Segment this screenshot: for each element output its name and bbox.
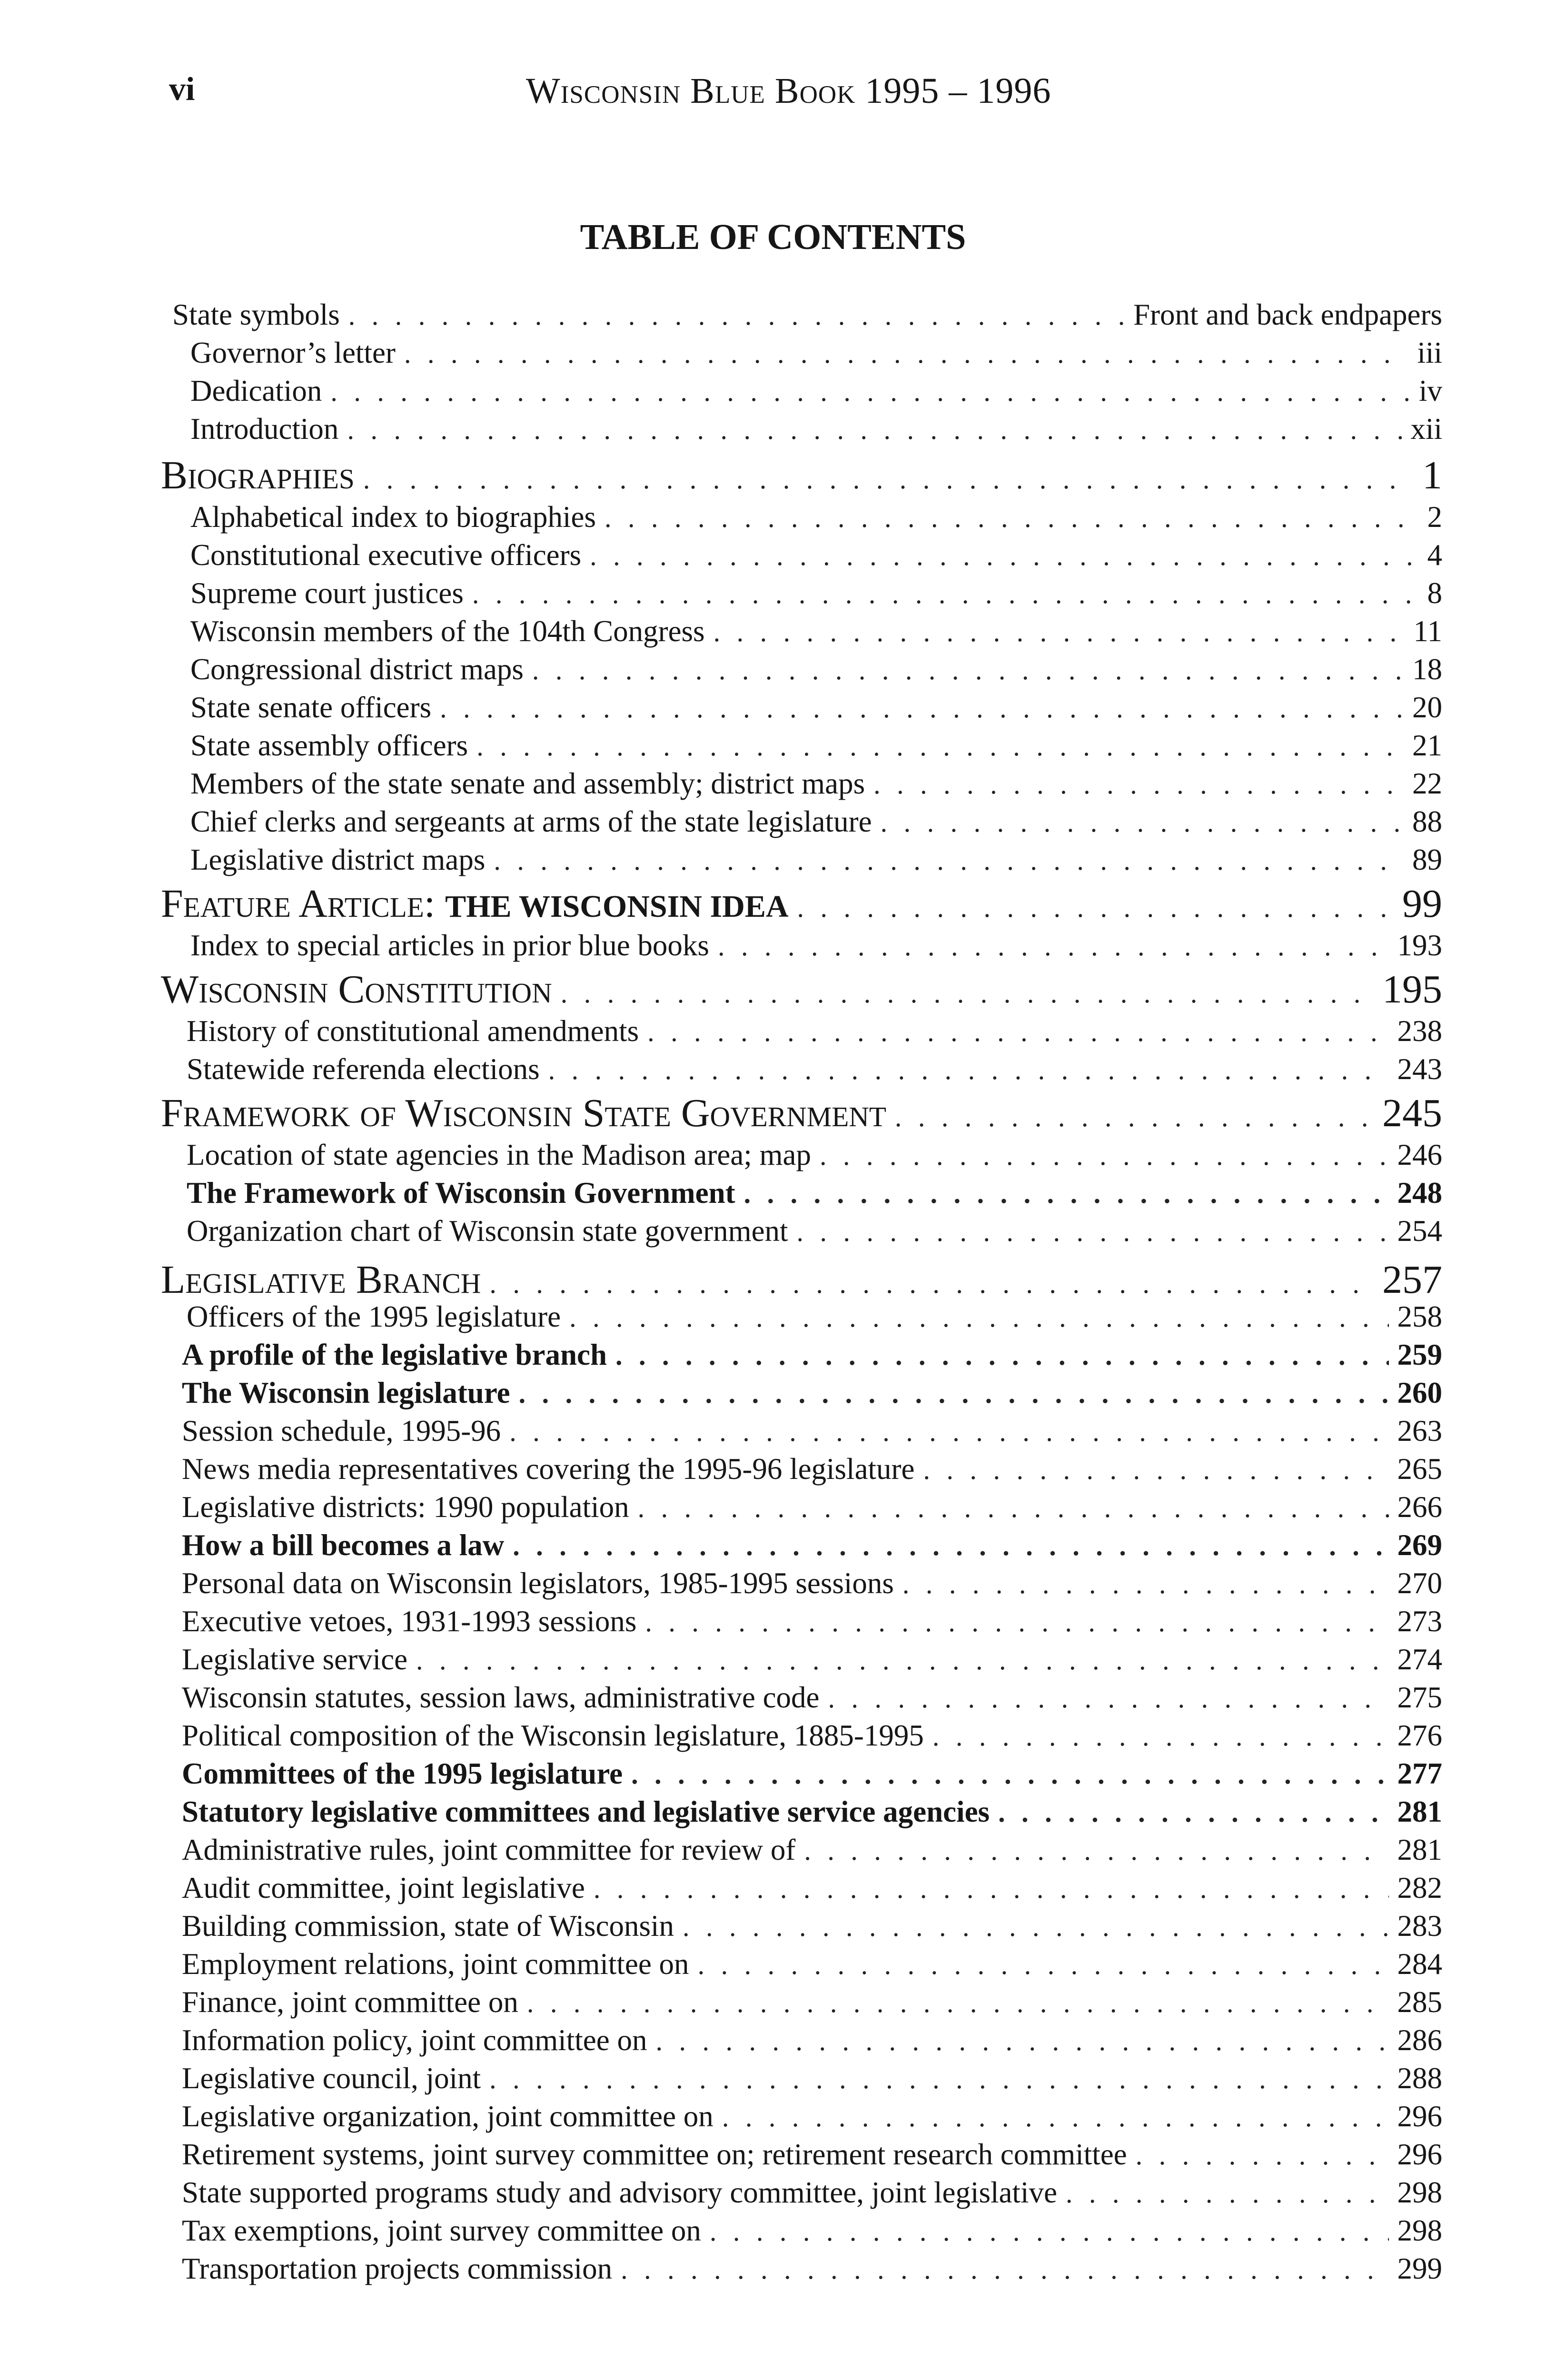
toc-page-number: 195 — [1382, 967, 1442, 1007]
toc-entry-label — [187, 1052, 540, 1087]
toc-section-row — [161, 966, 1442, 1007]
dot-leader — [645, 1606, 1388, 1638]
dot-leader — [532, 654, 1404, 686]
toc-title: TABLE OF CONTENTS — [580, 217, 966, 257]
toc-page-number: 246 — [1397, 1138, 1442, 1171]
toc-entry-label — [182, 1909, 674, 1944]
toc-entry-label — [182, 1718, 924, 1753]
toc-entry-label — [182, 1795, 990, 1829]
toc-entry-label — [182, 1376, 510, 1410]
toc-entry-row — [190, 576, 1442, 617]
toc-entry-label — [190, 652, 524, 687]
toc-entry-title: Constitutional executive officers — [190, 538, 582, 572]
toc-entry-row — [190, 336, 1442, 377]
dot-leader — [1066, 2177, 1389, 2209]
toc-entry-row — [190, 690, 1442, 731]
toc-page-number: 282 — [1397, 1871, 1442, 1904]
dot-leader — [722, 2101, 1389, 2133]
toc-page-number: 260 — [1397, 1376, 1442, 1409]
dot-leader — [744, 1178, 1389, 1210]
toc-entry-label — [187, 1014, 639, 1049]
toc-entry-title: Session schedule, 1995-96 — [182, 1414, 501, 1448]
toc-entry-row — [182, 1795, 1442, 1835]
toc-entry-label — [172, 298, 340, 332]
toc-entry-title: Audit committee, joint legislative — [182, 1871, 585, 1904]
dot-leader — [797, 892, 1394, 922]
toc-entry-label — [190, 576, 464, 611]
toc-entry-label — [161, 1090, 886, 1131]
toc-entry-title: The Framework of Wisconsin Government — [187, 1176, 735, 1210]
dot-leader — [1136, 2139, 1389, 2171]
toc-page-number: 245 — [1382, 1091, 1442, 1131]
toc-entry-label — [182, 1871, 585, 1905]
toc-entry-title: Organization chart of Wisconsin state government — [187, 1214, 788, 1248]
toc-entry-title: Committees of the 1995 legislature — [182, 1757, 623, 1790]
toc-page-number: 254 — [1397, 1214, 1442, 1248]
toc-entry-row — [182, 2137, 1442, 2178]
dot-leader — [519, 1378, 1389, 1409]
toc-page-number: 266 — [1397, 1490, 1442, 1524]
dot-leader — [472, 578, 1419, 610]
toc-entry-label — [187, 1299, 561, 1334]
toc-entry-row — [182, 2213, 1442, 2254]
dot-leader — [718, 930, 1389, 962]
toc-page-number: 284 — [1397, 1947, 1442, 1981]
toc-entry-row — [187, 1052, 1442, 1093]
dot-leader — [513, 1530, 1388, 1562]
toc-entry-row — [182, 1414, 1442, 1455]
toc-entry-row — [190, 766, 1442, 807]
toc-entry-row — [182, 1680, 1442, 1721]
toc-entry-title: Feature Article: — [161, 882, 436, 922]
dot-leader — [923, 1454, 1388, 1486]
toc-page-number: 285 — [1397, 1985, 1442, 2019]
toc-page-number: 238 — [1397, 1014, 1442, 1048]
toc-entry-row — [182, 2099, 1442, 2140]
toc-entry-title: State symbols — [172, 298, 340, 331]
toc-page-number: 277 — [1397, 1757, 1442, 1790]
toc-entry-row — [190, 928, 1442, 969]
toc-entry-row — [182, 1871, 1442, 1912]
toc-page-number: 2 — [1427, 500, 1442, 534]
toc-entry-label — [182, 1452, 914, 1487]
toc-entry-title: Building commission, state of Wisconsin — [182, 1909, 674, 1943]
toc-entry-row — [182, 2175, 1442, 2216]
toc-entry-label — [182, 1642, 407, 1677]
dot-leader — [416, 1644, 1388, 1676]
toc-entry-title: Framework of Wisconsin State Government — [161, 1091, 886, 1131]
toc-entry-label — [190, 690, 431, 725]
toc-page-number: 4 — [1427, 538, 1442, 572]
dot-leader — [631, 1758, 1388, 1790]
toc-entry-row — [187, 1176, 1442, 1217]
toc-page-number: 281 — [1397, 1833, 1442, 1866]
toc-entry-row — [182, 1338, 1442, 1378]
toc-page-number: 296 — [1397, 2138, 1442, 2171]
toc-entry-row — [187, 1014, 1442, 1055]
dot-leader — [698, 1949, 1389, 1981]
toc-entry-title: Location of state agencies in the Madison area; map — [187, 1138, 812, 1171]
toc-entry-title: State senate officers — [190, 691, 432, 724]
toc-page-number: 243 — [1397, 1052, 1442, 1086]
page-number: vi — [169, 71, 195, 108]
toc-entry-title: Finance, joint committee on — [182, 1985, 518, 2019]
toc-entry-title: Biographies — [161, 453, 355, 493]
dot-leader — [932, 1720, 1389, 1752]
dot-leader — [714, 616, 1405, 648]
toc-entry-title: A profile of the legislative branch — [182, 1338, 607, 1371]
toc-entry-title: Wisconsin Constitution — [161, 967, 552, 1007]
dot-leader — [873, 768, 1404, 800]
toc-entry-label — [182, 1528, 504, 1563]
toc-entry-row — [182, 2061, 1442, 2102]
toc-entry-title: State supported programs study and advisory committee, joint legislative — [182, 2176, 1057, 2209]
dot-leader — [489, 2063, 1388, 2095]
toc-entry-row — [190, 538, 1442, 579]
toc-entry-row — [190, 374, 1442, 415]
toc-entry-row — [182, 1756, 1442, 1797]
dot-leader — [647, 1016, 1388, 1048]
toc-entry-title: Executive vetoes, 1931-1993 sessions — [182, 1605, 637, 1638]
toc-entry-row — [190, 500, 1442, 541]
toc-page-number: 21 — [1412, 729, 1442, 762]
toc-entry-label — [190, 374, 322, 408]
toc-entry-title: Dedication — [190, 374, 322, 407]
toc-page-number: 281 — [1397, 1795, 1442, 1828]
toc-page-number: iii — [1417, 336, 1442, 369]
toc-entry-row — [182, 1909, 1442, 1950]
toc-entry-label — [182, 1566, 894, 1601]
toc-page-number: 88 — [1412, 805, 1442, 838]
toc-entry-label — [182, 2251, 612, 2286]
toc-page-number: 258 — [1397, 1300, 1442, 1333]
toc-entry-label — [190, 766, 865, 801]
toc-entry-row — [182, 1452, 1442, 1493]
toc-entry-title: Legislative service — [182, 1643, 408, 1676]
toc-entry-label — [182, 1680, 820, 1715]
toc-entry-row — [182, 1718, 1442, 1759]
toc-entry-row — [182, 1376, 1442, 1417]
toc-entry-title: Legislative districts: 1990 population — [182, 1490, 629, 1524]
toc-entry-label — [182, 1338, 607, 1372]
dot-leader — [998, 1796, 1388, 1828]
toc-entry-title: Tax exemptions, joint survey committee on — [182, 2214, 701, 2247]
toc-entry-label — [182, 2061, 481, 2096]
running-head — [0, 70, 1546, 118]
toc-entry-row — [190, 614, 1442, 655]
toc-entry-row — [190, 728, 1442, 769]
toc-entry-label — [182, 1490, 629, 1525]
dot-leader — [348, 299, 1125, 331]
toc-page-number: 296 — [1397, 2100, 1442, 2133]
toc-page-number: 276 — [1397, 1719, 1442, 1752]
toc-entry-title: News media representatives covering the 1995-96 legislature — [182, 1452, 915, 1486]
toc-entry-label — [190, 804, 872, 839]
toc-entry-row — [187, 1299, 1442, 1340]
toc-page-number: 298 — [1397, 2214, 1442, 2247]
toc-entry-title: Wisconsin members of the 104th Congress — [190, 615, 705, 648]
toc-entry-label — [182, 2175, 1057, 2210]
toc-page-number: 193 — [1397, 929, 1442, 962]
toc-entry-label — [190, 500, 596, 535]
book-title: Wisconsin Blue Book 1995 – 1996 — [526, 71, 1051, 111]
toc-entry-label — [187, 1176, 735, 1210]
dot-leader — [797, 1216, 1389, 1248]
toc-entry-label — [187, 1138, 811, 1172]
toc-page-number: 270 — [1397, 1567, 1442, 1600]
dot-leader — [621, 2253, 1388, 2285]
toc-entry-title: Transportation projects commission — [182, 2252, 613, 2285]
toc-entry-title: Members of the state senate and assembly; district maps — [190, 767, 865, 800]
toc-page-number: 273 — [1397, 1605, 1442, 1638]
dot-leader — [494, 844, 1404, 876]
toc-entry-label — [161, 966, 552, 1007]
dot-leader — [527, 1987, 1389, 2019]
dot-leader — [638, 1492, 1389, 1524]
toc-page-number: 22 — [1412, 767, 1442, 800]
toc-entry-label — [187, 1214, 788, 1249]
toc-entry-label — [182, 1833, 795, 1867]
toc-entry-title: Supreme court justices — [190, 576, 464, 610]
toc-entry-row — [182, 1490, 1442, 1531]
toc-entry-label — [190, 336, 396, 370]
toc-entry-row — [182, 2251, 1442, 2292]
dot-leader — [710, 2215, 1389, 2247]
toc-entry-title: Statewide referenda elections — [187, 1052, 540, 1086]
toc-page-number: 299 — [1397, 2252, 1442, 2285]
toc-entry-title: Retirement systems, joint survey committee on; retirement research committee — [182, 2138, 1127, 2171]
toc-section-row — [161, 881, 1442, 922]
toc-entry-label — [190, 614, 705, 649]
dot-leader — [561, 977, 1374, 1007]
dot-leader — [548, 1054, 1389, 1086]
toc-entry-label — [182, 2099, 714, 2134]
toc-page-number: 275 — [1397, 1681, 1442, 1714]
dot-leader — [594, 1873, 1389, 1904]
toc-entry-title: Introduction — [190, 412, 339, 446]
toc-page-number: 257 — [1382, 1258, 1442, 1298]
toc-entry-title: Officers of the 1995 legislature — [187, 1300, 561, 1333]
toc-entry-title: Personal data on Wisconsin legislators, 1985-1995 sessions — [182, 1567, 894, 1600]
toc-entry-label — [190, 728, 468, 763]
toc-entry-row — [190, 412, 1442, 453]
toc-entry-title: Legislative council, joint — [182, 2062, 481, 2095]
toc-entry-title: Political composition of the Wisconsin legislature, 1885-1995 — [182, 1719, 924, 1752]
toc-page-number: xii — [1410, 412, 1442, 446]
toc-entry-label — [182, 1985, 518, 2020]
dot-leader — [404, 337, 1409, 369]
dot-leader — [605, 502, 1418, 534]
toc-entry-row — [182, 1833, 1442, 1874]
toc-entry-label — [182, 2023, 647, 2058]
toc-entry-label — [190, 928, 709, 963]
toc-page-number: 283 — [1397, 1909, 1442, 1943]
toc-entry-row — [190, 843, 1442, 883]
toc-entry-row — [182, 1566, 1442, 1607]
toc-entry-title: History of constitutional amendments — [187, 1014, 639, 1048]
toc-page-number: 288 — [1397, 2062, 1442, 2095]
toc-entry-title: Index to special articles in prior blue books — [190, 929, 709, 962]
toc-entry-title: Alphabetical index to biographies — [190, 500, 596, 534]
toc-page-number: 263 — [1397, 1414, 1442, 1448]
toc-entry-label — [190, 538, 581, 573]
toc-page-number: 248 — [1397, 1176, 1442, 1210]
toc-entry-label — [161, 1257, 481, 1298]
toc-entry-row — [172, 298, 1442, 338]
toc-entry-label — [182, 1604, 636, 1639]
dot-leader — [363, 463, 1414, 493]
toc-entry-label — [161, 881, 789, 922]
dot-leader — [440, 692, 1404, 724]
dot-leader — [828, 1682, 1389, 1714]
toc-entry-title: Administrative rules, joint committee for review of — [182, 1833, 796, 1866]
toc-entry-label — [182, 1947, 689, 1982]
toc-entry-row — [190, 804, 1442, 845]
toc-page-number: 99 — [1402, 882, 1442, 922]
toc-page-number: 265 — [1397, 1452, 1442, 1486]
toc-entry-label — [190, 843, 485, 877]
toc-entry-row — [182, 1985, 1442, 2026]
toc-page-number: 269 — [1397, 1528, 1442, 1562]
dot-leader — [476, 730, 1404, 762]
toc-entry-label — [182, 2137, 1127, 2172]
toc-entry-title: Legislative district maps — [190, 843, 486, 876]
toc-entry-label — [182, 1414, 501, 1448]
toc-page-number: 274 — [1397, 1643, 1442, 1676]
toc-entry-row — [182, 1947, 1442, 1988]
dot-leader — [569, 1301, 1388, 1333]
dot-leader — [330, 376, 1410, 407]
toc-entry-title: Employment relations, joint committee on — [182, 1947, 689, 1981]
toc-entry-row — [182, 1528, 1442, 1569]
toc-page-number: 286 — [1397, 2023, 1442, 2057]
toc-entry-title: State assembly officers — [190, 729, 468, 762]
toc-entry-row — [182, 2023, 1442, 2064]
toc-page-number: 298 — [1397, 2176, 1442, 2209]
toc-entry-title: How a bill becomes a law — [182, 1528, 505, 1562]
toc-entry-title: Congressional district maps — [190, 653, 524, 686]
toc-page-number: iv — [1418, 374, 1442, 407]
toc-entry-title-bold: THE WISCONSIN IDEA — [445, 889, 789, 922]
toc-entry-row — [187, 1214, 1442, 1255]
toc-entry-label — [161, 452, 355, 493]
toc-entry-title: Information policy, joint committee on — [182, 2023, 647, 2057]
toc-entry-row — [182, 1642, 1442, 1683]
toc-section-row — [161, 1090, 1442, 1131]
toc-page-number: Front and back endpapers — [1133, 298, 1442, 331]
dot-leader — [902, 1568, 1389, 1600]
toc-page-number: 11 — [1413, 615, 1442, 648]
dot-leader — [683, 1911, 1388, 1943]
toc-entry-title: Statutory legislative committees and legislative service agencies — [182, 1795, 990, 1828]
dot-leader — [590, 540, 1418, 572]
dot-leader — [895, 1101, 1374, 1131]
toc-page-number: 8 — [1427, 576, 1442, 610]
toc-entry-row — [187, 1138, 1442, 1179]
toc-entry-title: The Wisconsin legislature — [182, 1376, 510, 1409]
toc-section-row — [161, 452, 1442, 493]
toc-entry-title: Wisconsin statutes, session laws, administrative code — [182, 1681, 820, 1714]
toc-page-number: 18 — [1412, 653, 1442, 686]
toc-entry-title: Legislative Branch — [161, 1258, 481, 1298]
dot-leader — [509, 1416, 1388, 1448]
dot-leader — [820, 1140, 1388, 1171]
toc-page-number: 259 — [1397, 1338, 1442, 1371]
toc-section-row — [161, 1257, 1442, 1298]
dot-leader — [655, 2025, 1388, 2057]
toc-page-number: 20 — [1412, 691, 1442, 724]
dot-leader — [615, 1339, 1388, 1371]
toc-entry-row — [190, 652, 1442, 693]
toc-entry-label — [182, 2213, 701, 2248]
dot-leader — [881, 806, 1404, 838]
toc-entry-label — [190, 412, 338, 446]
toc-entry-title: Chief clerks and sergeants at arms of the state legislature — [190, 805, 872, 838]
toc-entry-label — [182, 1756, 623, 1791]
toc-page-number: 1 — [1422, 453, 1442, 493]
toc-page-number: 89 — [1412, 843, 1442, 876]
dot-leader — [804, 1835, 1388, 1866]
toc-entry-row — [182, 1604, 1442, 1645]
dot-leader — [347, 414, 1402, 446]
toc-entry-title: Legislative organization, joint committee on — [182, 2100, 714, 2133]
toc-entry-title: Governor’s letter — [190, 336, 396, 369]
dot-leader — [489, 1268, 1374, 1298]
